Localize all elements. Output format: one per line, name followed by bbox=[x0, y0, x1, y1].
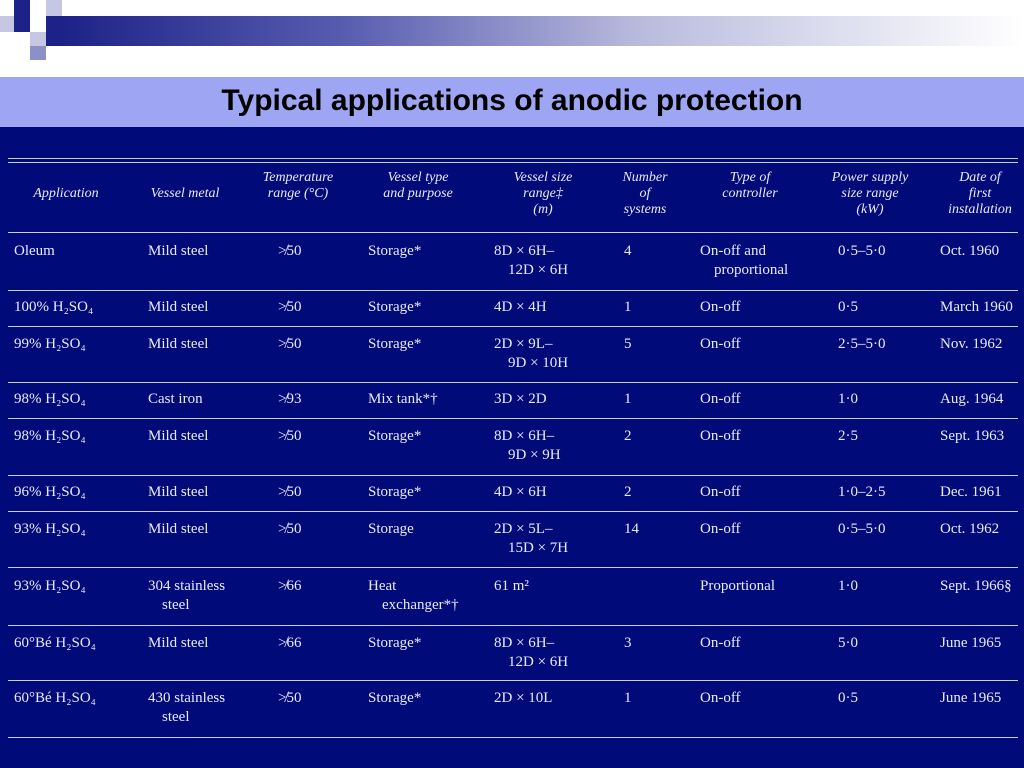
cell-line: 15D × 7H bbox=[508, 540, 569, 556]
decorative-square bbox=[0, 16, 14, 32]
decorative-square bbox=[30, 0, 46, 16]
cell-line: Mild steel bbox=[148, 336, 209, 352]
cell-vessel-size bbox=[494, 634, 568, 672]
table-rule bbox=[8, 158, 1018, 159]
cell-application: 93% H₂SO₄ bbox=[14, 578, 86, 594]
cell-application: 60°Bé H₂SO₄ bbox=[14, 635, 96, 651]
cell-line: Storage* bbox=[368, 299, 422, 315]
cell-controller bbox=[700, 483, 741, 502]
cell-line: Storage* bbox=[368, 690, 422, 706]
cell-application: 99% H₂SO₄ bbox=[14, 336, 86, 352]
cell-power-supply: 5·0 bbox=[838, 635, 858, 651]
cell-vessel-metal bbox=[148, 577, 225, 615]
column-header-line: systems bbox=[623, 202, 667, 217]
cell-controller bbox=[700, 520, 741, 539]
cell-power-supply: 0·5 bbox=[838, 299, 858, 315]
cell-line: Storage* bbox=[368, 635, 422, 651]
cell-line: 4D × 4H bbox=[494, 299, 547, 315]
cell-temperature: ≯50 bbox=[278, 484, 302, 500]
cell-line: Storage* bbox=[368, 243, 422, 259]
cell-vessel-metal bbox=[148, 427, 208, 446]
cell-application: Oleum bbox=[14, 243, 55, 259]
cell-vessel-size bbox=[494, 577, 529, 596]
cell-line: On-off bbox=[700, 299, 741, 315]
cell-temperature: ≯50 bbox=[278, 428, 302, 444]
cell-temperature: ≯66 bbox=[278, 578, 302, 594]
table-rule bbox=[8, 418, 1018, 419]
decorative-gradient-bar bbox=[62, 16, 1024, 46]
cell-temperature: ≯93 bbox=[278, 391, 302, 407]
cell-systems: 4 bbox=[624, 243, 632, 259]
cell-controller bbox=[700, 390, 741, 409]
cell-vessel-type bbox=[368, 689, 421, 708]
cell-line: Proportional bbox=[700, 578, 775, 594]
decorative-square bbox=[46, 16, 62, 32]
column-header-line: Power supply bbox=[831, 170, 909, 185]
column-header-line: Date of bbox=[959, 170, 1001, 185]
cell-controller bbox=[700, 634, 741, 653]
cell-line: Mild steel bbox=[148, 521, 209, 537]
cell-power-supply: 0·5 bbox=[838, 690, 858, 706]
cell-power-supply: 0·5–5·0 bbox=[838, 521, 886, 537]
cell-temperature: ≯50 bbox=[278, 336, 302, 352]
table-rule bbox=[8, 326, 1018, 327]
table-rule bbox=[8, 625, 1018, 626]
cell-controller bbox=[700, 298, 741, 317]
decorative-square bbox=[46, 0, 62, 16]
cell-line: Mild steel bbox=[148, 635, 209, 651]
cell-vessel-type bbox=[368, 483, 421, 502]
cell-line: On-off bbox=[700, 391, 741, 407]
column-header-temperature bbox=[228, 170, 368, 202]
cell-vessel-size bbox=[494, 390, 547, 409]
cell-line: 9D × 9H bbox=[508, 447, 561, 463]
table-rule bbox=[8, 382, 1018, 383]
cell-systems: 3 bbox=[624, 635, 632, 651]
cell-power-supply: 1·0 bbox=[838, 578, 858, 594]
cell-application: 98% H₂SO₄ bbox=[14, 428, 86, 444]
cell-install-date: March 1960 bbox=[940, 299, 1013, 315]
cell-line: Storage* bbox=[368, 336, 422, 352]
cell-vessel-metal bbox=[148, 242, 208, 261]
cell-vessel-size bbox=[494, 298, 547, 317]
cell-line: 61 m² bbox=[494, 578, 529, 594]
cell-vessel-type bbox=[368, 298, 421, 317]
cell-line: Storage* bbox=[368, 484, 422, 500]
column-header-line: size range bbox=[841, 186, 899, 201]
table-rule bbox=[8, 232, 1018, 233]
cell-line: 8D × 6H– bbox=[494, 635, 555, 651]
cell-line: Storage bbox=[368, 521, 414, 537]
column-header-line: Type of bbox=[729, 170, 771, 185]
cell-power-supply: 1·0–2·5 bbox=[838, 484, 886, 500]
column-header-line: range‡ bbox=[523, 186, 563, 201]
cell-line: 9D × 10H bbox=[508, 355, 569, 371]
cell-vessel-type bbox=[368, 520, 414, 539]
cell-systems: 5 bbox=[624, 336, 632, 352]
column-header-line: and purpose bbox=[383, 186, 453, 201]
cell-line: On-off and bbox=[700, 243, 766, 259]
cell-vessel-metal bbox=[148, 390, 203, 409]
cell-temperature: ≯66 bbox=[278, 635, 302, 651]
cell-vessel-metal bbox=[148, 483, 208, 502]
cell-line: proportional bbox=[714, 262, 789, 278]
cell-power-supply: 1·0 bbox=[838, 391, 858, 407]
cell-systems: 2 bbox=[624, 428, 632, 444]
cell-line: Mix tank*† bbox=[368, 391, 438, 407]
cell-install-date: Oct. 1960 bbox=[940, 243, 1000, 259]
cell-line: 2D × 5L– bbox=[494, 521, 553, 537]
cell-line: 3D × 2D bbox=[494, 391, 547, 407]
cell-application: 60°Bé H₂SO₄ bbox=[14, 690, 96, 706]
cell-line: 8D × 6H– bbox=[494, 428, 555, 444]
table-rule bbox=[8, 511, 1018, 512]
cell-temperature: ≯50 bbox=[278, 690, 302, 706]
cell-install-date: Dec. 1961 bbox=[940, 484, 1002, 500]
cell-vessel-metal bbox=[148, 298, 208, 317]
cell-vessel-metal bbox=[148, 520, 208, 539]
cell-power-supply: 0·5–5·0 bbox=[838, 243, 886, 259]
cell-vessel-size bbox=[494, 483, 547, 502]
cell-temperature: ≯50 bbox=[278, 521, 302, 537]
cell-line: steel bbox=[162, 597, 190, 613]
cell-install-date: Aug. 1964 bbox=[940, 391, 1004, 407]
decorative-square bbox=[14, 0, 30, 16]
cell-temperature: ≯50 bbox=[278, 243, 302, 259]
column-header-line: Vessel metal bbox=[150, 186, 220, 201]
table-rule bbox=[8, 475, 1018, 476]
table-rule bbox=[8, 162, 1018, 163]
column-header-line: (kW) bbox=[856, 202, 884, 217]
column-header-install-date bbox=[910, 170, 1024, 218]
column-header-line: Application bbox=[33, 186, 99, 201]
cell-temperature: ≯50 bbox=[278, 299, 302, 315]
cell-line: steel bbox=[162, 709, 190, 725]
cell-line: exchanger*† bbox=[382, 597, 459, 613]
column-header-line: of bbox=[639, 186, 651, 201]
cell-line: Mild steel bbox=[148, 484, 209, 500]
cell-line: On-off bbox=[700, 336, 741, 352]
cell-controller bbox=[700, 577, 775, 596]
cell-line: 430 stainless bbox=[148, 690, 226, 706]
table-rule bbox=[8, 737, 1018, 738]
slide-header bbox=[0, 0, 1024, 78]
cell-application: 98% H₂SO₄ bbox=[14, 391, 86, 407]
page-title: Typical applications of anodic protection bbox=[221, 84, 803, 117]
cell-line: Mild steel bbox=[148, 243, 209, 259]
column-header-line: controller bbox=[722, 186, 778, 201]
cell-vessel-metal bbox=[148, 335, 208, 354]
column-header-line: range (°C) bbox=[267, 186, 329, 201]
cell-vessel-size bbox=[494, 689, 552, 708]
cell-systems: 1 bbox=[624, 299, 632, 315]
column-header-line: installation bbox=[948, 202, 1012, 217]
cell-vessel-size bbox=[494, 335, 568, 373]
cell-vessel-type bbox=[368, 335, 421, 354]
column-header-controller bbox=[680, 170, 820, 202]
column-header-line: Number bbox=[622, 170, 668, 185]
cell-line: Mild steel bbox=[148, 428, 209, 444]
column-header-line: Vessel type bbox=[387, 170, 449, 185]
cell-vessel-type bbox=[368, 427, 421, 446]
cell-line: On-off bbox=[700, 635, 741, 651]
cell-vessel-size bbox=[494, 427, 561, 465]
cell-application: 100% H₂SO₄ bbox=[14, 299, 94, 315]
cell-install-date: June 1965 bbox=[940, 690, 1002, 706]
cell-systems: 2 bbox=[624, 484, 632, 500]
cell-vessel-metal bbox=[148, 689, 225, 727]
cell-power-supply: 2·5 bbox=[838, 428, 858, 444]
cell-line: Storage* bbox=[368, 428, 422, 444]
cell-controller bbox=[700, 427, 741, 446]
cell-systems: 1 bbox=[624, 690, 632, 706]
cell-install-date: Nov. 1962 bbox=[940, 336, 1003, 352]
cell-controller bbox=[700, 689, 741, 708]
cell-line: On-off bbox=[700, 428, 741, 444]
cell-line: 4D × 6H bbox=[494, 484, 547, 500]
cell-line: 12D × 6H bbox=[508, 262, 569, 278]
table-rule bbox=[8, 290, 1018, 291]
cell-line: On-off bbox=[700, 484, 741, 500]
cell-application: 96% H₂SO₄ bbox=[14, 484, 86, 500]
column-header-line: first bbox=[968, 186, 992, 201]
column-header-vessel-type bbox=[348, 170, 488, 202]
column-header-line: Temperature bbox=[262, 170, 334, 185]
cell-line: 304 stainless bbox=[148, 578, 226, 594]
cell-line: Heat bbox=[368, 578, 397, 594]
cell-systems: 1 bbox=[624, 391, 632, 407]
cell-line: 2D × 10L bbox=[494, 690, 553, 706]
cell-install-date: Oct. 1962 bbox=[940, 521, 1000, 537]
cell-line: On-off bbox=[700, 690, 741, 706]
cell-line: 8D × 6H– bbox=[494, 243, 555, 259]
cell-vessel-size bbox=[494, 520, 568, 558]
decorative-square bbox=[46, 32, 62, 46]
table-rule bbox=[8, 680, 1018, 681]
cell-controller bbox=[700, 335, 741, 354]
cell-install-date: Sept. 1963 bbox=[940, 428, 1005, 444]
cell-install-date: Sept. 1966§ bbox=[940, 578, 1012, 594]
cell-vessel-type bbox=[368, 390, 438, 409]
cell-line: 2D × 9L– bbox=[494, 336, 553, 352]
decorative-square bbox=[14, 16, 30, 32]
cell-vessel-type bbox=[368, 634, 421, 653]
table-rule bbox=[8, 567, 1018, 568]
cell-line: Mild steel bbox=[148, 299, 209, 315]
cell-vessel-type bbox=[368, 577, 459, 615]
cell-line: Cast iron bbox=[148, 391, 203, 407]
cell-line: On-off bbox=[700, 521, 741, 537]
decorative-square bbox=[30, 32, 46, 46]
cell-line: 12D × 6H bbox=[508, 654, 569, 670]
cell-install-date: June 1965 bbox=[940, 635, 1002, 651]
column-header-line: (m) bbox=[533, 202, 553, 217]
cell-power-supply: 2·5–5·0 bbox=[838, 336, 886, 352]
cell-application: 93% H₂SO₄ bbox=[14, 521, 86, 537]
cell-vessel-size bbox=[494, 242, 568, 280]
cell-vessel-metal bbox=[148, 634, 208, 653]
cell-controller bbox=[700, 242, 788, 280]
cell-vessel-type bbox=[368, 242, 421, 261]
column-header-line: Vessel size bbox=[513, 170, 573, 185]
decorative-square bbox=[30, 46, 46, 60]
cell-systems: 14 bbox=[624, 521, 639, 537]
